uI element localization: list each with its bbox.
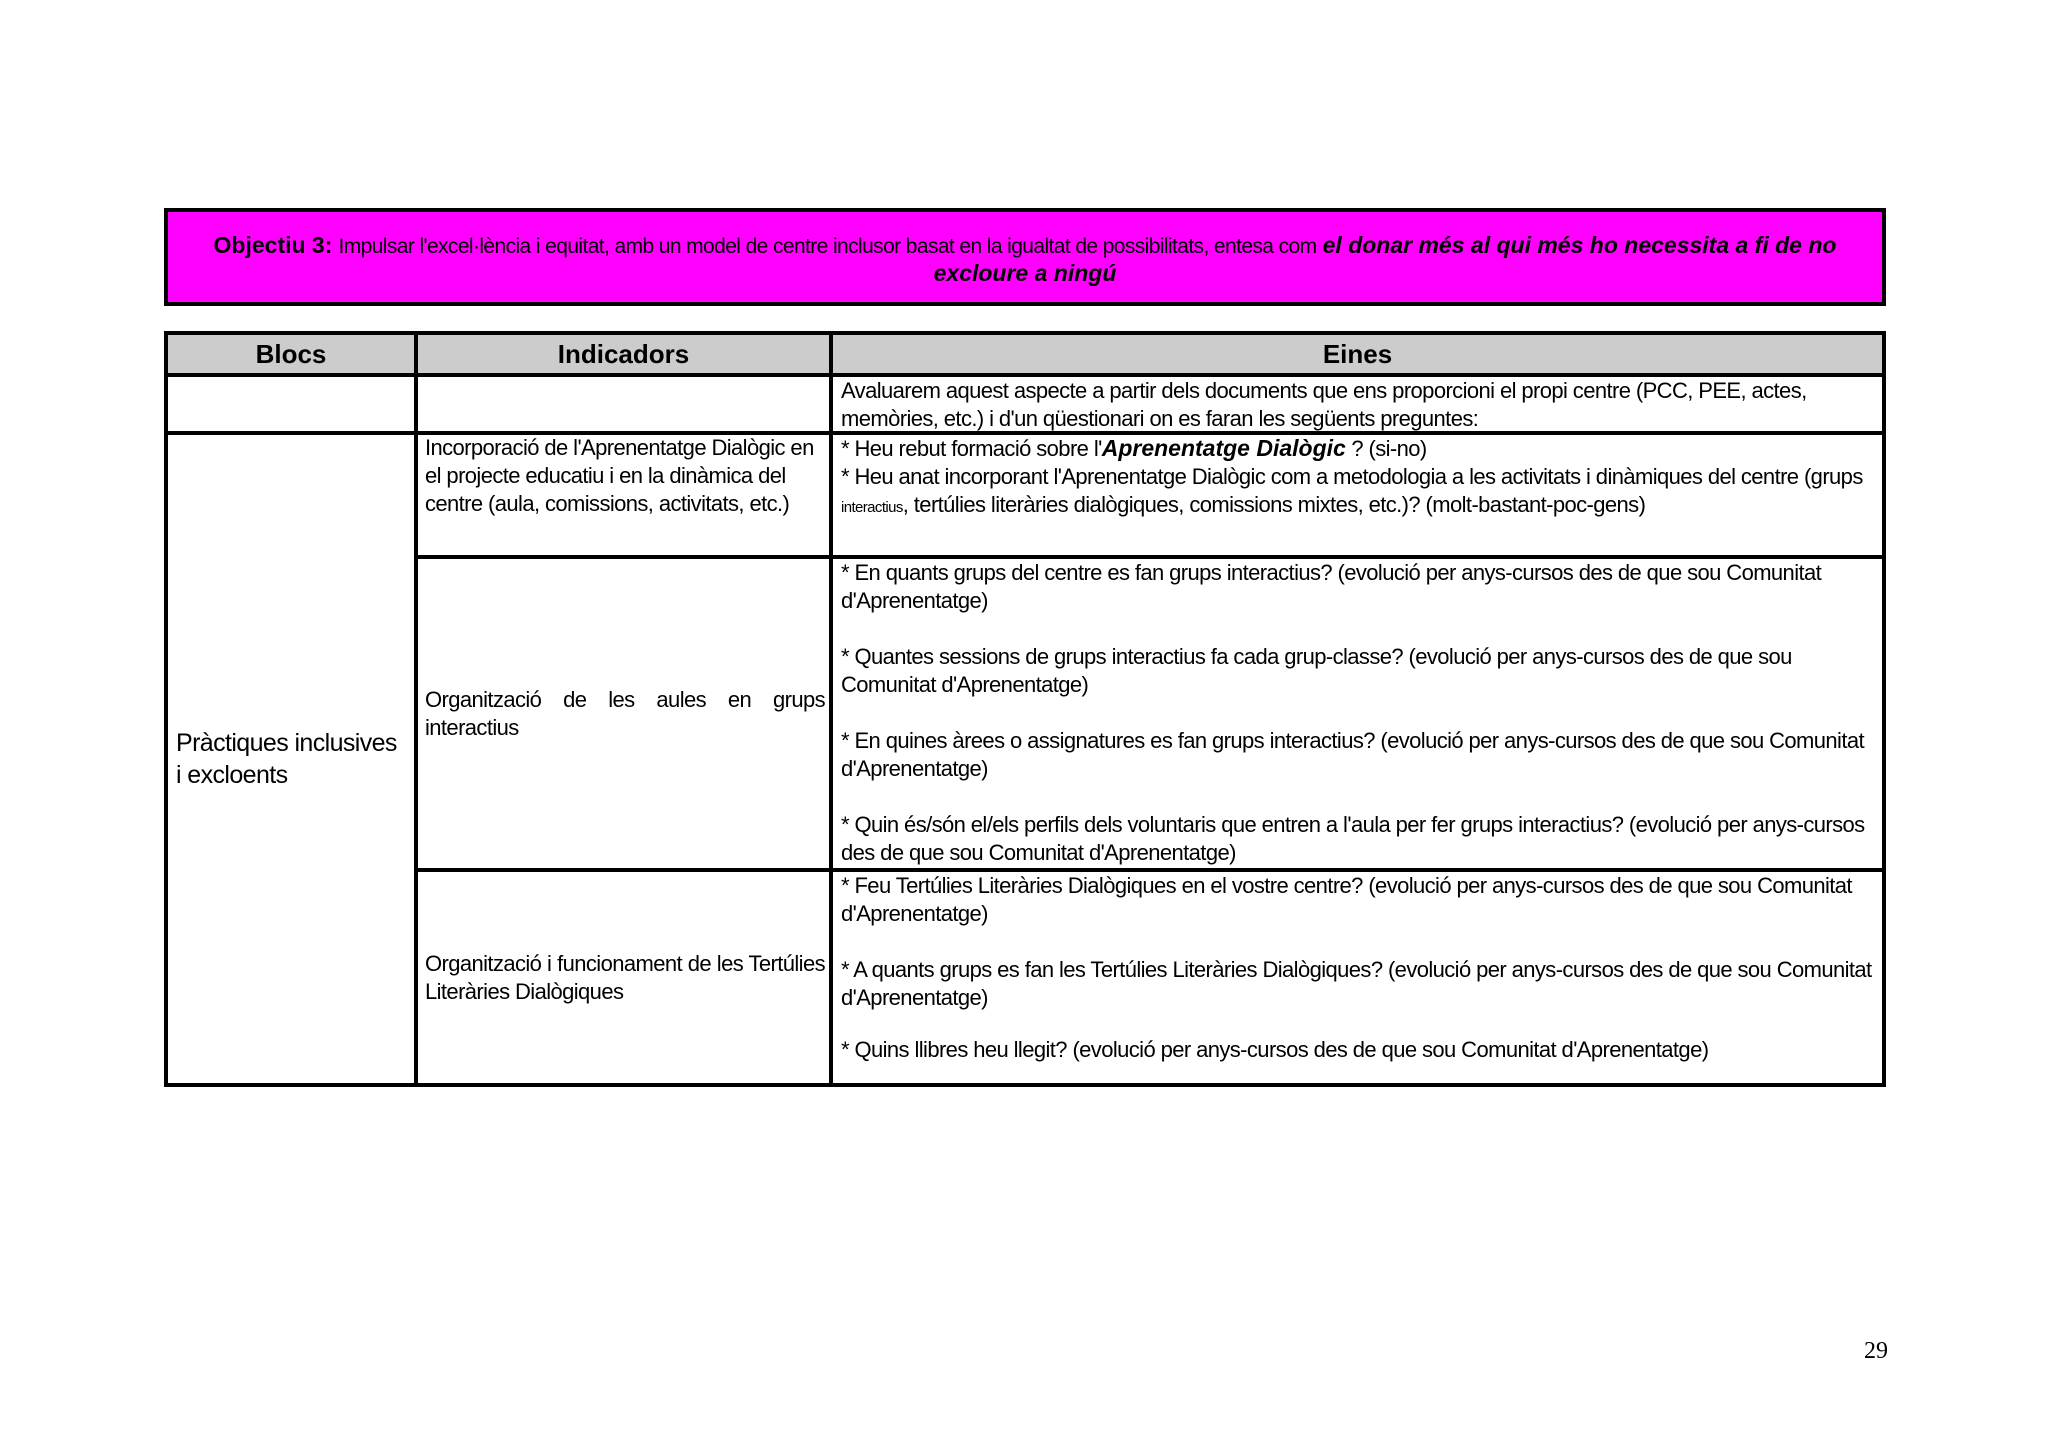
question-feu-tertulies: * Feu Tertúlies Literàries Dialògiques en el vostre centre? (evolució per anys-cursos des de que sou Comunitat d'Aprenentatge): [841, 873, 1852, 926]
eines-grups-interactius: [841, 559, 1876, 868]
indicador-tertulies: Organització i funcionament de les Tertúlies Literàries Dialògiques: [425, 950, 825, 1004]
question-quants-grups: * A quants grups es fan les Tertúlies Literàries Dialògiques? (evolució per anys-cursos des de que sou Comunitat d'Aprenentatge): [841, 957, 1872, 1010]
eines-aprenentatge-dialogic: [841, 434, 1876, 554]
question-voluntaris: * Quin és/són el/els perfils dels voluntaris que entren a l'aula per fer grups interactius? (evolució per anys-cursos des de que sou Comunitat d'Aprenentatge): [841, 812, 1865, 865]
header-eines: Eines: [833, 335, 1882, 373]
question-grups-count: * En quants grups del centre es fan grups interactius? (evolució per anys-cursos des de que sou Comunitat d'Aprenentatge): [841, 560, 1822, 613]
evaluation-table: [164, 331, 1886, 1087]
header-indicadors: Indicadors: [418, 335, 829, 373]
indicador-grups-interactius: Organització de les aules en grups interactius: [425, 686, 825, 740]
bloc-cell: [168, 435, 414, 1083]
question-llibres: * Quins llibres heu llegit? (evolució per anys-cursos des de que sou Comunitat d'Aprenentatge): [841, 1037, 1709, 1062]
bloc-label: Pràctiques inclusives i excloents: [176, 729, 397, 789]
objective-text: Impulsar l'excel·lència i equitat, amb un model de centre inclusor basat en la igualtat de possibilitats, entesa com: [338, 234, 1317, 258]
question-arees: * En quines àrees o assignatures es fan grups interactius? (evolució per anys-cursos des de que sou Comunitat d'Aprenentatge): [841, 728, 1864, 781]
column-divider: [829, 335, 833, 1083]
column-divider: [414, 335, 418, 1083]
header-blocs: Blocs: [168, 335, 414, 373]
intro-text: Avaluarem aquest aspecte a partir dels documents que ens proporcioni el propi centre (PCC, PEE, actes, memòries, etc.) i d'un qüestionari on es faran les següents preguntes:: [841, 378, 1807, 431]
question-formacio: * Heu rebut formació sobre l'Aprenentatge Dialògic ? (si-no): [841, 435, 1427, 461]
objective-banner: [164, 208, 1886, 306]
eines-tertulies: [841, 872, 1876, 1083]
question-incorporacio: * Heu anat incorporant l'Aprenentatge Dialògic com a metodologia a les activitats i dinàmiques del centre (grups interactius, tertúlies literàries dialògiques, comissions mixtes, etc.)? (molt-bastant-poc-gens): [841, 464, 1863, 517]
objective-emphasis: el donar més al qui més ho necessita a fi de no excloure a ningú: [933, 231, 1837, 286]
page-number: 29: [1864, 1338, 1888, 1364]
objective-label: Objectiu 3:: [213, 231, 333, 258]
question-sessions: * Quantes sessions de grups interactius fa cada grup-classe? (evolució per anys-cursos des de que sou Comunitat d'Aprenentatge): [841, 644, 1792, 697]
indicador-aprenentatge-dialogic: Incorporació de l'Aprenentatge Dialògic en el projecte educatiu i en la dinàmica del centre (aula, comissions, activitats, etc.): [425, 435, 814, 516]
